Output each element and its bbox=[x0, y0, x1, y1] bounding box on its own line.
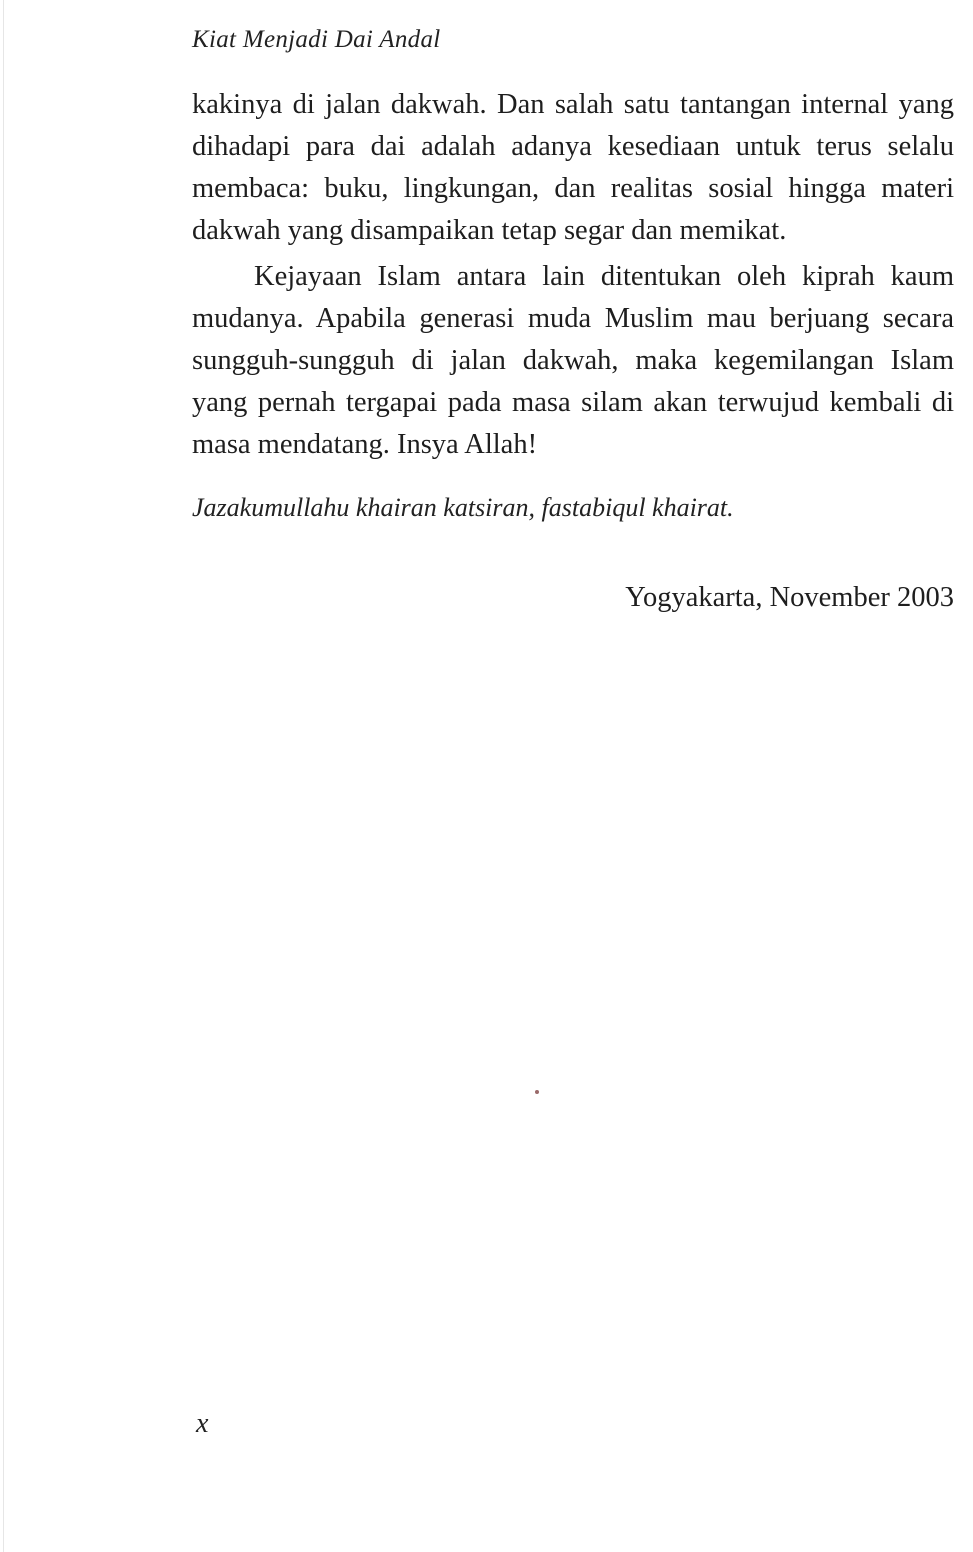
scan-edge-line bbox=[3, 0, 4, 1552]
closing-phrase: Jazakumullahu khairan katsiran, fastabiqul khairat. bbox=[192, 493, 734, 522]
paragraph-1: kakinya di jalan dakwah. Dan salah satu tantangan internal yang dihadapi para dai adalah adanya kesediaan untuk terus selalu membaca: buku, lingkungan, dan realitas sosial hingga materi dakwah yang disampaikan tetap segar dan memikat. bbox=[192, 89, 954, 246]
paragraph-2: Kejayaan Islam antara lain ditentukan oleh kiprah kaum mudanya. Apabila generasi muda Muslim mau berjuang secara sungguh-sungguh di jalan dakwah, maka kegemilangan Islam yang pernah tergapai pada masa silam akan terwujud kembali di masa mendatang. Insya Allah! bbox=[192, 261, 954, 460]
signature-place-date: Yogyakarta, November 2003 bbox=[625, 582, 954, 613]
body-text bbox=[192, 84, 954, 466]
page-number: x bbox=[196, 1408, 209, 1439]
scan-speck bbox=[535, 1090, 539, 1094]
running-header: Kiat Menjadi Dai Andal bbox=[192, 26, 441, 53]
